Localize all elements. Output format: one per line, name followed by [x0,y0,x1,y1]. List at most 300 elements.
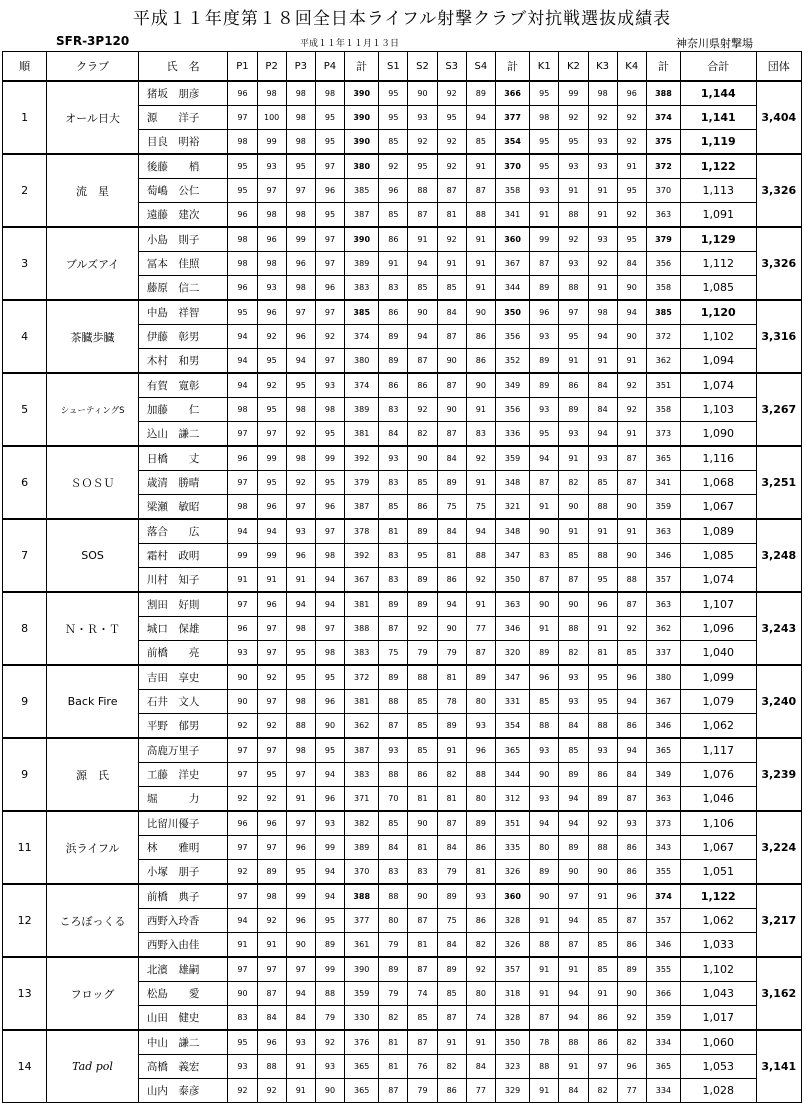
standing-subtotal: 350 [495,1030,529,1055]
standing-subtotal: 347 [495,665,529,690]
prone-score: 93 [315,811,344,836]
kneeling-score: 91 [559,349,588,374]
prone-score: 91 [257,933,286,958]
individual-total: 1,112 [681,252,756,276]
prone-score: 95 [286,860,315,885]
standing-score: 87 [437,811,466,836]
table-row [3,884,802,909]
shooter-name: 梁瀬 敏昭 [138,495,228,520]
prone-score: 93 [286,519,315,544]
standing-score: 84 [437,300,466,325]
prone-score: 97 [286,495,315,520]
standing-score: 95 [408,154,437,179]
kneeling-score: 86 [588,763,617,787]
kneeling-score: 92 [617,130,646,155]
individual-total: 1,120 [681,300,756,325]
standing-score: 87 [437,1006,466,1031]
individual-total: 1,119 [681,130,756,155]
kneeling-score: 93 [588,154,617,179]
standing-score: 86 [466,909,495,933]
individual-total: 1,043 [681,982,756,1006]
individual-total: 1,074 [681,568,756,593]
individual-total: 1,079 [681,690,756,714]
prone-subtotal: 377 [345,909,379,933]
prone-score: 96 [257,1030,286,1055]
standing-score: 75 [466,495,495,520]
standing-score: 91 [466,1030,495,1055]
kneeling-score: 93 [588,227,617,252]
kneeling-subtotal: 359 [646,495,680,520]
prone-score: 94 [315,860,344,885]
standing-score: 85 [437,982,466,1006]
standing-score: 83 [379,860,408,885]
table-row [3,300,802,325]
kneeling-score: 88 [588,495,617,520]
prone-score: 93 [228,641,257,666]
kneeling-score: 89 [530,373,559,398]
standing-score: 91 [437,1030,466,1055]
kneeling-score: 88 [559,1030,588,1055]
standing-score: 95 [379,81,408,106]
standing-score: 82 [437,763,466,787]
standing-score: 93 [379,738,408,763]
prone-score: 99 [257,544,286,568]
standing-score: 88 [379,690,408,714]
shooter-name: 松島 愛 [138,982,228,1006]
kneeling-score: 96 [588,592,617,617]
standing-subtotal: 318 [495,982,529,1006]
prone-subtotal: 362 [345,714,379,739]
standing-score: 81 [408,787,437,812]
standing-score: 86 [379,227,408,252]
kneeling-score: 88 [530,1055,559,1079]
prone-score: 96 [315,690,344,714]
kneeling-subtotal: 363 [646,787,680,812]
prone-score: 95 [315,203,344,228]
standing-subtotal: 328 [495,909,529,933]
team-total: 3,141 [756,1030,801,1103]
standing-score: 91 [466,154,495,179]
prone-score: 89 [257,860,286,885]
prone-score: 96 [257,495,286,520]
prone-score: 98 [228,495,257,520]
kneeling-score: 94 [588,422,617,447]
team-rank: 11 [3,811,47,884]
kneeling-subtotal: 362 [646,617,680,641]
kneeling-score: 92 [559,106,588,130]
kneeling-score: 92 [588,811,617,836]
prone-subtotal: 383 [345,276,379,301]
standing-score: 93 [466,884,495,909]
kneeling-score: 91 [588,179,617,203]
header-s3: S3 [437,52,466,82]
standing-subtotal: 348 [495,471,529,495]
kneeling-subtotal: 355 [646,957,680,982]
prone-score: 98 [315,641,344,666]
standing-score: 88 [408,179,437,203]
shooter-name: 日橋 丈 [138,446,228,471]
standing-score: 83 [379,544,408,568]
kneeling-score: 88 [588,544,617,568]
prone-score: 99 [257,446,286,471]
kneeling-score: 89 [617,957,646,982]
kneeling-score: 91 [530,617,559,641]
club-name: フロッグ [47,957,139,1030]
kneeling-score: 93 [530,179,559,203]
standing-score: 89 [379,592,408,617]
standing-score: 87 [379,617,408,641]
kneeling-score: 90 [530,884,559,909]
prone-score: 79 [315,1006,344,1031]
individual-total: 1,102 [681,957,756,982]
shooter-name: 源 洋子 [138,106,228,130]
prone-subtotal: 392 [345,446,379,471]
standing-score: 79 [408,1079,437,1103]
standing-score: 82 [379,1006,408,1031]
kneeling-score: 98 [588,81,617,106]
shooter-name: 中山 謙二 [138,1030,228,1055]
kneeling-score: 93 [559,665,588,690]
individual-total: 1,099 [681,665,756,690]
individual-total: 1,103 [681,398,756,422]
kneeling-score: 91 [559,179,588,203]
kneeling-score: 91 [588,884,617,909]
standing-score: 85 [379,811,408,836]
prone-score: 98 [286,446,315,471]
kneeling-score: 88 [588,714,617,739]
standing-score: 91 [466,398,495,422]
prone-subtotal: 390 [345,130,379,155]
standing-score: 90 [437,617,466,641]
standing-score: 90 [408,811,437,836]
standing-score: 87 [437,325,466,349]
kneeling-score: 93 [530,738,559,763]
prone-score: 94 [315,763,344,787]
kneeling-score: 95 [617,227,646,252]
standing-score: 89 [379,665,408,690]
prone-score: 99 [315,836,344,860]
standing-score: 85 [408,690,437,714]
prone-score: 95 [315,422,344,447]
kneeling-score: 87 [559,568,588,593]
standing-score: 83 [379,398,408,422]
prone-score: 96 [257,300,286,325]
prone-score: 92 [257,665,286,690]
kneeling-score: 85 [588,471,617,495]
kneeling-score: 91 [588,203,617,228]
prone-score: 92 [257,373,286,398]
prone-score: 95 [315,106,344,130]
standing-subtotal: 349 [495,373,529,398]
prone-score: 94 [315,884,344,909]
prone-score: 92 [228,1079,257,1103]
prone-score: 95 [286,641,315,666]
standing-subtotal: 366 [495,81,529,106]
shooter-name: 萄嶋 公仁 [138,179,228,203]
prone-score: 96 [257,592,286,617]
prone-score: 95 [228,179,257,203]
standing-subtotal: 326 [495,860,529,885]
prone-subtotal: 381 [345,592,379,617]
kneeling-score: 95 [530,130,559,155]
standing-score: 89 [437,714,466,739]
prone-score: 97 [228,738,257,763]
team-rank: 3 [3,227,47,300]
kneeling-score: 84 [559,714,588,739]
standing-score: 87 [437,373,466,398]
kneeling-subtotal: 363 [646,203,680,228]
standing-score: 84 [437,836,466,860]
kneeling-score: 94 [617,738,646,763]
kneeling-score: 88 [559,203,588,228]
kneeling-score: 93 [559,154,588,179]
kneeling-score: 93 [588,738,617,763]
kneeling-score: 94 [559,1006,588,1031]
standing-score: 89 [408,592,437,617]
standing-score: 83 [379,568,408,593]
prone-score: 92 [315,1030,344,1055]
kneeling-score: 92 [617,617,646,641]
kneeling-score: 90 [617,544,646,568]
standing-score: 92 [379,154,408,179]
standing-score: 78 [437,690,466,714]
kneeling-score: 93 [530,398,559,422]
prone-score: 97 [315,154,344,179]
standing-score: 88 [408,665,437,690]
prone-score: 98 [257,884,286,909]
standing-score: 90 [466,373,495,398]
standing-score: 89 [379,957,408,982]
shooter-name: 藤原 信二 [138,276,228,301]
standing-score: 86 [437,1079,466,1103]
results-table [2,51,802,1103]
standing-score: 82 [437,1055,466,1079]
kneeling-score: 87 [617,787,646,812]
prone-subtotal: 379 [345,471,379,495]
table-row [3,592,802,617]
shooter-name: 落合 広 [138,519,228,544]
table-row [3,519,802,544]
kneeling-score: 85 [559,544,588,568]
kneeling-score: 91 [617,154,646,179]
prone-score: 97 [286,957,315,982]
shooter-name: 霜村 政明 [138,544,228,568]
standing-score: 81 [437,665,466,690]
standing-score: 87 [466,641,495,666]
prone-score: 90 [228,690,257,714]
prone-score: 96 [257,811,286,836]
standing-score: 88 [379,884,408,909]
standing-score: 85 [379,495,408,520]
standing-score: 94 [437,592,466,617]
individual-total: 1,068 [681,471,756,495]
kneeling-score: 85 [530,690,559,714]
kneeling-subtotal: 365 [646,738,680,763]
standing-subtotal: 341 [495,203,529,228]
standing-subtotal: 377 [495,106,529,130]
shooter-name: 吉田 享史 [138,665,228,690]
kneeling-score: 86 [559,373,588,398]
event-date: 平成１１年１１月１３日 [300,39,400,49]
prone-score: 98 [228,252,257,276]
standing-subtotal: 352 [495,349,529,374]
kneeling-subtotal: 358 [646,398,680,422]
prone-score: 96 [286,909,315,933]
prone-score: 98 [286,106,315,130]
prone-score: 90 [315,714,344,739]
individual-total: 1,028 [681,1079,756,1103]
prone-subtotal: 371 [345,787,379,812]
prone-subtotal: 389 [345,252,379,276]
kneeling-score: 94 [559,787,588,812]
standing-score: 91 [437,738,466,763]
prone-score: 91 [257,568,286,593]
individual-total: 1,051 [681,860,756,885]
prone-score: 96 [315,276,344,301]
kneeling-score: 92 [617,373,646,398]
kneeling-score: 91 [588,982,617,1006]
team-rank: 7 [3,519,47,592]
prone-score: 94 [228,373,257,398]
prone-score: 94 [257,519,286,544]
kneeling-score: 89 [588,787,617,812]
kneeling-score: 86 [588,1030,617,1055]
kneeling-score: 93 [559,422,588,447]
prone-score: 84 [257,1006,286,1031]
table-row [3,373,802,398]
standing-subtotal: 331 [495,690,529,714]
kneeling-score: 90 [617,325,646,349]
kneeling-score: 82 [588,1079,617,1103]
kneeling-score: 88 [617,568,646,593]
prone-score: 93 [257,276,286,301]
prone-score: 97 [257,738,286,763]
standing-score: 79 [379,933,408,958]
prone-score: 99 [286,227,315,252]
standing-score: 84 [379,422,408,447]
standing-score: 83 [379,471,408,495]
standing-score: 81 [437,544,466,568]
standing-score: 88 [466,203,495,228]
standing-subtotal: 350 [495,568,529,593]
standing-score: 87 [379,1079,408,1103]
kneeling-score: 91 [559,957,588,982]
shooter-name: 石井 文人 [138,690,228,714]
kneeling-score: 90 [559,592,588,617]
prone-score: 94 [315,592,344,617]
standing-subtotal: 347 [495,544,529,568]
standing-score: 85 [408,276,437,301]
standing-score: 74 [408,982,437,1006]
club-name: オール日大 [47,81,139,154]
prone-score: 96 [228,203,257,228]
kneeling-score: 85 [588,933,617,958]
prone-score: 83 [228,1006,257,1031]
kneeling-score: 88 [530,714,559,739]
table-row [3,81,802,106]
standing-score: 84 [466,1055,495,1079]
prone-score: 94 [228,519,257,544]
team-rank: 4 [3,300,47,373]
standing-subtotal: 320 [495,641,529,666]
standing-score: 86 [466,325,495,349]
kneeling-score: 84 [559,1079,588,1103]
standing-score: 81 [408,933,437,958]
team-rank: 8 [3,592,47,665]
kneeling-subtotal: 351 [646,373,680,398]
prone-score: 96 [315,787,344,812]
prone-subtotal: 389 [345,836,379,860]
individual-total: 1,053 [681,1055,756,1079]
prone-score: 95 [286,373,315,398]
prone-score: 98 [286,398,315,422]
prone-score: 93 [257,154,286,179]
kneeling-score: 91 [617,349,646,374]
individual-total: 1,122 [681,154,756,179]
kneeling-score: 94 [617,300,646,325]
standing-score: 85 [408,714,437,739]
individual-total: 1,060 [681,1030,756,1055]
standing-score: 82 [408,422,437,447]
prone-score: 97 [228,957,257,982]
individual-total: 1,102 [681,325,756,349]
header-club: クラブ [47,52,139,82]
prone-score: 91 [286,1055,315,1079]
prone-score: 97 [257,690,286,714]
kneeling-score: 93 [588,446,617,471]
standing-subtotal: 363 [495,592,529,617]
prone-score: 94 [286,982,315,1006]
standing-score: 80 [379,909,408,933]
individual-total: 1,085 [681,276,756,301]
club-name: Tad pol [47,1030,139,1103]
prone-score: 94 [228,349,257,374]
kneeling-score: 91 [559,446,588,471]
kneeling-score: 98 [530,106,559,130]
prone-score: 84 [286,1006,315,1031]
kneeling-subtotal: 363 [646,592,680,617]
prone-score: 94 [228,325,257,349]
standing-score: 85 [379,130,408,155]
page-title: 平成１１年度第１８回全日本ライフル射撃クラブ対抗戦選抜成績表 [132,9,672,29]
standing-score: 92 [437,154,466,179]
prone-score: 98 [286,690,315,714]
kneeling-score: 91 [559,1055,588,1079]
kneeling-score: 87 [530,568,559,593]
standing-score: 93 [466,714,495,739]
standing-subtotal: 346 [495,617,529,641]
standing-score: 93 [379,446,408,471]
prone-score: 93 [315,1055,344,1079]
prone-score: 97 [228,106,257,130]
kneeling-score: 81 [588,641,617,666]
kneeling-score: 96 [617,1055,646,1079]
prone-score: 95 [257,763,286,787]
header-p2: P2 [257,52,286,82]
standing-score: 91 [466,471,495,495]
kneeling-score: 86 [617,836,646,860]
prone-score: 95 [228,300,257,325]
standing-score: 80 [466,982,495,1006]
standing-score: 86 [408,373,437,398]
individual-total: 1,062 [681,909,756,933]
prone-score: 92 [257,714,286,739]
kneeling-score: 89 [559,398,588,422]
standing-subtotal: 321 [495,495,529,520]
prone-score: 92 [228,787,257,812]
prone-score: 90 [286,933,315,958]
kneeling-score: 84 [588,373,617,398]
